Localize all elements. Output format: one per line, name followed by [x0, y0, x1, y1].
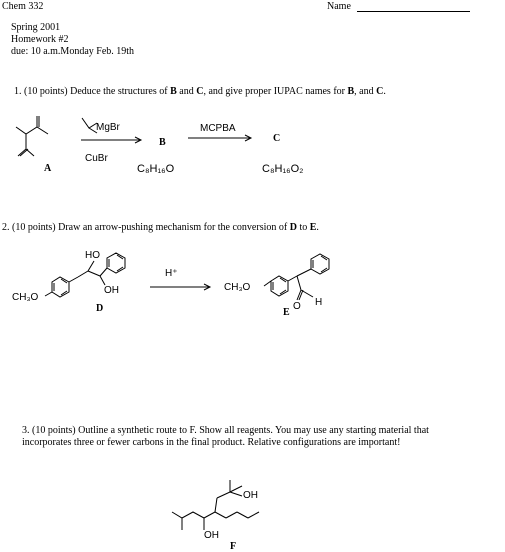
label-ho: HO [85, 250, 100, 261]
label-c: C [273, 133, 281, 144]
term: Spring 2001 [11, 22, 61, 33]
formula-b: C₈H₁₆O [137, 163, 175, 175]
arrow-a-to-b [81, 137, 141, 143]
isopropyl-grignard-structure [82, 118, 97, 133]
arrow-b-to-c [188, 135, 251, 141]
methoxy-d: CH₃O [12, 292, 39, 303]
compound-f-structure [172, 480, 259, 530]
reagent-acid: H⁺ [165, 268, 178, 279]
compound-e-structure [264, 254, 329, 300]
question-1-text: 1. (10 points) Deduce the structures of B and C, and give proper IUPAC names for B, and C. [14, 86, 386, 97]
label-b: B [159, 137, 166, 148]
reagent-grignard: MgBr [96, 122, 120, 133]
methoxy-e: CH₃O [224, 282, 251, 293]
question-3-line-2: incorporates three or fewer carbons in the final product. Relative configurations are important! [22, 437, 401, 448]
label-e: E [283, 307, 290, 318]
question-3-line-1: 3. (10 points) Outline a synthetic route to F. Show all reagents. You may use any starting material that [22, 425, 429, 436]
aldehyde-hydrogen: H [315, 297, 323, 308]
question-2-text: 2. (10 points) Draw an arrow-pushing mechanism for the conversion of D to E. [2, 222, 319, 233]
label-oh-bottom: OH [204, 530, 219, 541]
reagent-cubr: CuBr [85, 153, 108, 164]
reagent-mcpba: MCPBA [200, 123, 236, 134]
label-a: A [44, 163, 52, 174]
name-label: Name [327, 1, 351, 12]
assignment-title: Homework #2 [11, 34, 69, 45]
label-oh-top: OH [243, 490, 258, 501]
compound-a-structure [16, 116, 48, 156]
due-date: due: 10 a.m.Monday Feb. 19th [11, 46, 135, 57]
label-f: F [230, 541, 237, 552]
label-oh: OH [104, 285, 119, 296]
arrow-d-to-e [150, 284, 210, 290]
course-title: Chem 332 [2, 1, 44, 12]
aldehyde-oxygen: O [293, 301, 301, 312]
label-d: D [96, 303, 104, 314]
formula-c: C₈H₁₆O₂ [262, 163, 304, 175]
